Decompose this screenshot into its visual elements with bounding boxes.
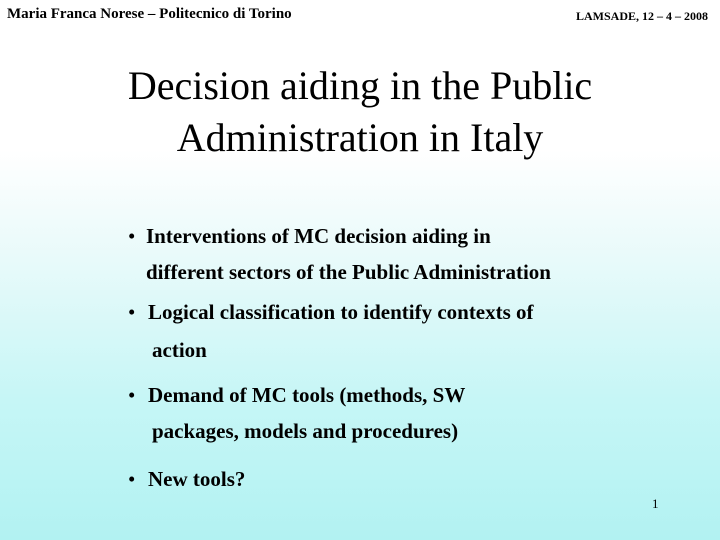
bullet-dot: • <box>128 224 136 248</box>
bullet-dot: • <box>128 300 136 324</box>
bullet-dot: • <box>128 467 136 491</box>
bullet-item-2 <box>128 294 534 368</box>
bullet-item-3 <box>128 377 465 449</box>
bullet-1-line-2: different sectors of the Public Administration <box>146 260 551 284</box>
title-line-2: Administration in Italy <box>176 115 544 160</box>
bullet-1-line-1: Interventions of MC decision aiding in <box>146 224 491 248</box>
title-line-1: Decision aiding in the Public <box>127 63 593 108</box>
bullet-4-line-1: New tools? <box>148 467 246 491</box>
bullet-3-line-2: packages, models and procedures) <box>152 419 459 443</box>
bullet-3-line-1: Demand of MC tools (methods, SW <box>148 383 466 407</box>
bullet-2-line-2: action <box>152 338 207 362</box>
header-event-date: LAMSADE, 12 – 4 – 2008 <box>575 9 708 23</box>
bullet-item-1 <box>128 218 551 290</box>
header-author: Maria Franca Norese – Politecnico di Torino <box>7 6 292 22</box>
slide-title <box>0 60 720 164</box>
bullet-2-line-1: Logical classification to identify contexts of <box>148 300 534 324</box>
page-number: 1 <box>652 496 659 511</box>
bullet-item-4 <box>128 461 245 497</box>
bullet-dot: • <box>128 383 136 407</box>
